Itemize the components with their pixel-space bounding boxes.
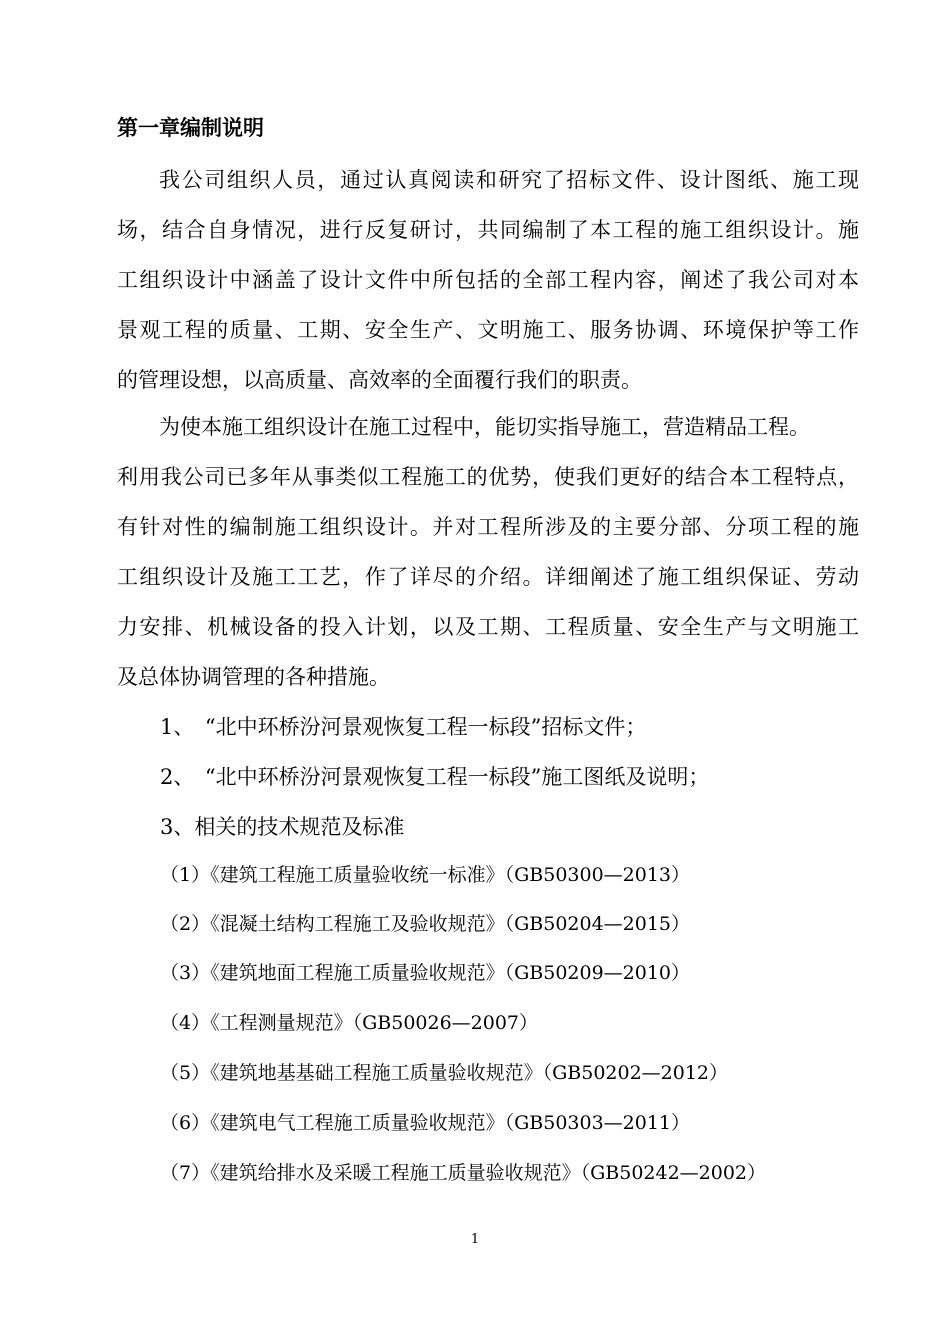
paragraph-line: 及总体协调管理的各种措施。 (117, 665, 390, 689)
basis-item-3: 3、相关的技术规范及标准 (160, 815, 405, 839)
paragraph-line: 力安排、机械设备的投入计划，以及工期、工程质量、安全生产与文明施工 (117, 615, 859, 639)
paragraph-line: 有针对性的编制施工组织设计。并对工程所涉及的主要分部、分项工程的施 (117, 515, 859, 539)
paragraph-line: 工组织设计中涵盖了设计文件中所包括的全部工程内容，阐述了我公司对本 (117, 268, 859, 292)
paragraph-purpose (117, 402, 859, 702)
standard-item-4: （4）《工程测量规范》（GB50026—2007） (160, 1012, 539, 1034)
basis-item-2: 2、 “北中环桥汾河景观恢复工程一标段”施工图纸及说明； (160, 765, 710, 789)
paragraph-line: 的管理设想，以高质量、高效率的全面覆行我们的职责。 (117, 368, 642, 392)
paragraph-line: 为使本施工组织设计在施工过程中，能切实指导施工，营造精品工程。 (159, 415, 810, 439)
paragraph-line: 工组织设计及施工工艺，作了详尽的介绍。详细阐述了施工组织保证、劳动 (117, 565, 859, 589)
standard-item-6: （6）《建筑电气工程施工质量验收规范》（GB50303—2011） (160, 1112, 691, 1134)
chapter-heading: 第一章编制说明 (117, 115, 264, 140)
paragraph-line: 景观工程的质量、工期、安全生产、文明施工、服务协调、环境保护等工作 (117, 318, 859, 342)
standard-item-2: （2）《混凝土结构工程施工及验收规范》（GB50204—2015） (160, 913, 691, 935)
page-number: 1 (470, 1232, 480, 1247)
standard-item-7: （7）《建筑给排水及采暖工程施工质量验收规范》（GB50242—2002） (160, 1162, 767, 1184)
paragraph-intro (117, 155, 859, 405)
standard-item-3: （3）《建筑地面工程施工质量验收规范》（GB50209—2010） (160, 962, 691, 984)
standard-item-5: （5）《建筑地基基础工程施工质量验收规范》（GB50202—2012） (160, 1062, 729, 1084)
paragraph-line: 利用我公司已多年从事类似工程施工的优势，使我们更好的结合本工程特点， (117, 465, 859, 489)
standard-item-1: （1）《建筑工程施工质量验收统一标准》（GB50300—2013） (160, 864, 691, 886)
paragraph-line: 我公司组织人员，通过认真阅读和研究了招标文件、设计图纸、施工现 (159, 168, 859, 192)
basis-item-1: 1、 “北中环桥汾河景观恢复工程一标段”招标文件； (160, 715, 647, 739)
paragraph-line: 场，结合自身情况，进行反复研讨，共同编制了本工程的施工组织设计。施 (117, 218, 859, 242)
